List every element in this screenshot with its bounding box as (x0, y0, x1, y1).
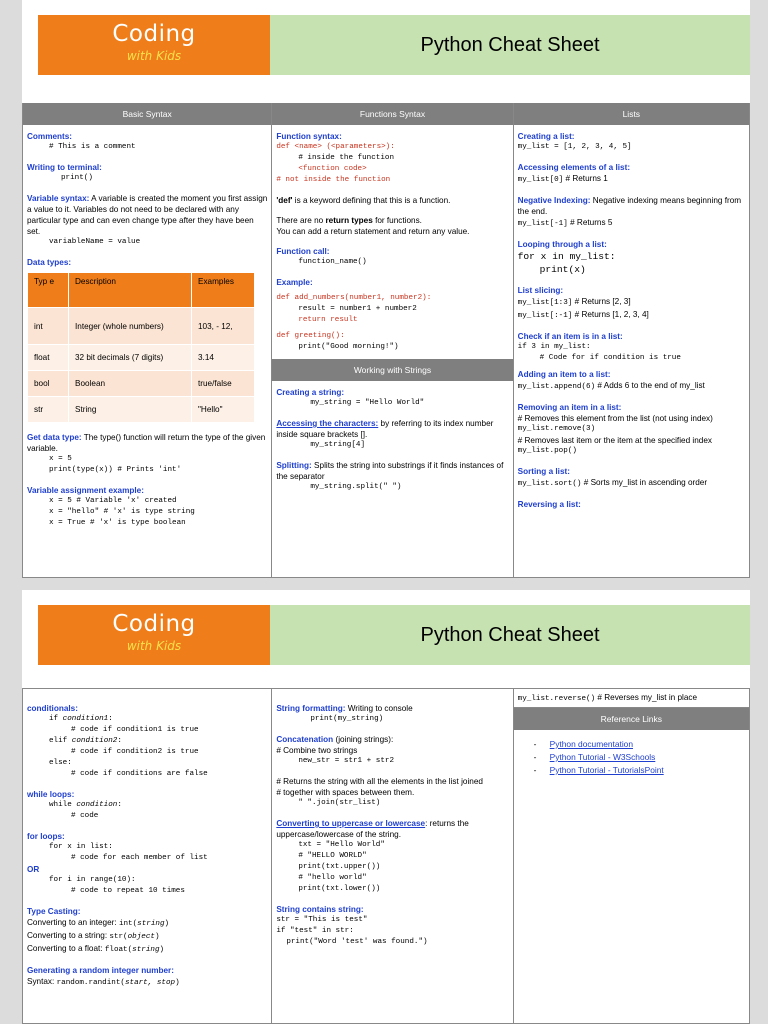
slice-note-2: # Returns [1, 2, 3, 4] (574, 310, 649, 319)
code-variable: variableName = value (49, 238, 141, 246)
code-not-inside-comment: # not inside the function (276, 176, 391, 184)
table-row (28, 345, 255, 371)
heading-creating-string: Creating a string: (276, 388, 345, 397)
table-cell: String (69, 397, 192, 423)
reverse-line (514, 689, 749, 707)
code-condition2: condition2 (71, 737, 118, 745)
code-for-in-list: for x in list: (49, 843, 113, 851)
heading-while-loops: while loops: (27, 790, 75, 799)
code-x-equals-5: x = 5 (49, 455, 72, 463)
code-append: my_list.append(6) (517, 383, 596, 391)
return-types-paragraph (276, 215, 508, 226)
cast-str-text: Converting to a string: (27, 931, 110, 940)
section-band-functions-syntax: Functions Syntax (272, 103, 512, 125)
code-print-upper: print(txt.upper()) (298, 863, 381, 871)
random-syntax-text: Syntax: (27, 977, 57, 986)
splitting-text: Splits the string into substrings if it finds instances of the separator (276, 461, 504, 481)
code-upper-comment: # "HELLO WORLD" (298, 852, 367, 860)
code-print-lower: print(txt.lower()) (298, 885, 381, 893)
code-def-line: def <name> (<parameters>): (276, 143, 395, 151)
code-split: my_string.split(" ") (310, 483, 402, 491)
code-if-test-in-str: if "test" in str: (276, 927, 354, 935)
def-keyword-text: is a keyword defining that this is a function. (292, 196, 451, 205)
coding-with-kids-logo (38, 605, 270, 665)
heading-string-formatting: String formatting: (276, 704, 346, 713)
code-remove: my_list.remove(3) (517, 425, 596, 433)
table-cell: 32 bit decimals (7 digits) (69, 345, 192, 371)
link-w3schools[interactable]: Python Tutorial - W3Schools (549, 752, 656, 762)
code-if-keyword: if (49, 715, 63, 723)
case-conversion-paragraph (276, 818, 508, 840)
section-band-reference-links: Reference Links (514, 707, 749, 730)
code-txt-assign: txt = "Hello World" (298, 841, 385, 849)
code-elif-keyword: elif (49, 737, 72, 745)
heading-function-call: Function call: (276, 247, 330, 256)
heading-check-item: Check if an item is in a list: (517, 332, 623, 341)
table-row (28, 397, 255, 423)
heading-accessing-chars: Accessing the characters: (276, 419, 379, 428)
heading-get-data-type: Get data type: (27, 433, 82, 442)
code-str-cast: str(object) (109, 933, 160, 941)
case-conversion-text: : returns the uppercase/lowercase of the string. (276, 819, 469, 839)
code-repeat-comment: # code to repeat 10 times (71, 887, 185, 895)
control-flow-column (23, 689, 272, 1023)
code-print-found: print("Word 'test' was found.") (286, 938, 428, 946)
slice-line-1 (518, 296, 745, 309)
code-for-each-comment: # code for each member of list (71, 854, 208, 862)
remove-note-1: # Removes this element from the list (not using index) (517, 414, 713, 423)
heading-writing-terminal: Writing to terminal: (27, 163, 102, 172)
code-print: print() (61, 174, 93, 182)
return-statement-text: You can add a return statement and return any value. (276, 227, 470, 236)
coding-with-kids-logo (38, 15, 270, 75)
get-data-type-text: The type() function will return the type of the given variable. (27, 433, 266, 453)
code-else: else: (49, 759, 72, 767)
code-while-body: # code (71, 812, 99, 820)
logo-text-with-kids: with Kids (126, 639, 182, 653)
page-title: Python Cheat Sheet (270, 605, 750, 665)
code-print-type: print(type(x)) # Prints 'int' (49, 466, 182, 474)
code-pop: my_list.pop() (517, 447, 577, 455)
functions-column (272, 103, 513, 577)
cheat-sheet-page-1 (22, 0, 750, 578)
heading-creating-list: Creating a list: (517, 132, 575, 141)
table-row (28, 308, 255, 345)
accessing-chars-text: by referring to its index number inside square brackets []. (276, 419, 494, 439)
table-header-description: Description (69, 273, 192, 308)
table-cell: true/false (192, 371, 255, 397)
heading-splitting: Splitting: (276, 461, 312, 470)
code-while: while condition: (49, 801, 122, 809)
code-sort: my_list.sort() (517, 480, 582, 488)
code-if-in-list: if 3 in my_list: (517, 343, 591, 351)
table-row (28, 371, 255, 397)
random-syntax-line (27, 976, 267, 989)
code-inside-comment: # inside the function (298, 154, 395, 162)
table-cell: float (28, 345, 69, 371)
concatenation-paragraph (276, 734, 508, 745)
variable-syntax-paragraph (27, 193, 267, 237)
cast-int-line (27, 917, 267, 930)
link-tutorialspoint[interactable]: Python Tutorial - TutorialsPoint (549, 765, 664, 775)
code-randint-fn: random.randint( (56, 979, 125, 987)
code-list-index: my_list[0] (517, 176, 564, 184)
code-my-string: my_string = "Hello World" (310, 399, 425, 407)
code-lower-comment: # "hello world" (298, 874, 367, 882)
code-float-arg: string (132, 946, 160, 954)
cast-float-text: Converting to a float: (27, 944, 105, 953)
cast-str-line (27, 930, 267, 943)
data-types-table (27, 272, 255, 423)
heading-example: Example: (276, 278, 313, 287)
content-columns (22, 103, 750, 578)
cast-float-line (27, 943, 267, 956)
code-condition1: condition1 (62, 715, 109, 723)
heading-variable-syntax: Variable syntax: (27, 194, 90, 203)
code-float-cast: float(string) (104, 946, 165, 954)
join-note-2: # together with spaces between them. (276, 788, 415, 797)
code-return-result: return result (298, 316, 358, 324)
table-header-row (28, 273, 255, 308)
code-assign-int: x = 5 # Variable 'x' created (49, 497, 177, 505)
heading-removing-item: Removing an item in a list: (517, 403, 622, 412)
code-randint-args: start, stop (124, 979, 176, 987)
code-create-list: my_list = [1, 2, 3, 4, 5] (517, 143, 632, 151)
code-int-fn: int( (118, 920, 138, 928)
code-str-arg: object (127, 933, 155, 941)
logo-text-with-kids: with Kids (126, 49, 182, 63)
append-note: # Adds 6 to the end of my_list (597, 381, 705, 390)
return-types-text-pre: There are no (276, 216, 326, 225)
section-band-strings: Working with Strings (272, 359, 512, 381)
code-def-greeting: def greeting(): (276, 332, 345, 340)
section-band-basic-syntax: Basic Syntax (23, 103, 271, 125)
concatenation-text: (joining strings): (333, 735, 394, 744)
heading-looping-list: Looping through a list: (517, 240, 607, 249)
heading-negative-indexing: Negative Indexing: (517, 196, 591, 205)
heading-accessing-list: Accessing elements of a list: (517, 163, 631, 172)
return-types-bold: return types (325, 216, 373, 225)
code-concat: new_str = str1 + str2 (298, 757, 395, 765)
heading-function-syntax: Function syntax: (276, 132, 342, 141)
code-print-my-string: print(my_string) (310, 715, 384, 723)
append-line (518, 380, 745, 393)
code-assign-string: x = "hello" # 'x' is type string (49, 508, 195, 516)
table-header-examples: Examples (192, 273, 255, 308)
table-header-type: Typ e (28, 273, 69, 308)
heading-variable-assignment: Variable assignment example: (27, 486, 144, 495)
section-band-lists: Lists (514, 103, 749, 125)
page-header (38, 605, 750, 665)
heading-type-casting: Type Casting: (27, 907, 81, 916)
code-else-comment: # code if conditions are false (71, 770, 208, 778)
access-list-line (518, 173, 745, 186)
code-elif: elif condition2: (49, 737, 122, 745)
concat-note: # Combine two strings (276, 746, 358, 755)
heading-case-conversion: Converting to uppercase or lowercase (276, 819, 426, 828)
string-formatting-text: Writing to console (345, 704, 413, 713)
code-function-call: function_name() (298, 258, 367, 266)
code-str-fn: str( (109, 933, 128, 941)
heading-for-loops: for loops: (27, 832, 65, 841)
slice-note-1: # Returns [2, 3] (574, 297, 631, 306)
return-types-text-post: for functions. (372, 216, 422, 225)
accessing-chars-paragraph (276, 418, 508, 440)
variable-syntax-text: A variable is created the moment you first assign a value to it. Variables do not need to be declared with any particular type and can even change type after they have been set. (27, 194, 268, 236)
remove-note-2: # Removes last item or the item at the specified index (517, 436, 712, 445)
code-print-x: print(x) (539, 264, 586, 275)
or-label: OR (27, 865, 40, 874)
heading-data-types: Data types: (27, 258, 72, 267)
code-if: if condition1: (49, 715, 113, 723)
table-cell: str (28, 397, 69, 423)
heading-string-contains: String contains string: (276, 905, 364, 914)
code-function-code: <function code> (298, 165, 367, 173)
code-if-comment: # code if condition1 is true (71, 726, 199, 734)
lists-column (514, 103, 749, 577)
string-formatting-paragraph (276, 703, 508, 714)
code-assign-bool: x = True # 'x' is type boolean (49, 519, 186, 527)
table-cell: 3.14 (192, 345, 255, 371)
table-cell: Integer (whole numbers) (69, 308, 192, 345)
heading-comments: Comments: (27, 132, 73, 141)
def-keyword-paragraph (276, 195, 508, 206)
code-join: " ".join(str_list) (298, 799, 381, 807)
logo-text-coding: Coding (112, 611, 196, 637)
code-print-good-morning: print("Good morning!") (298, 343, 399, 351)
code-reverse: my_list.reverse() (517, 695, 596, 703)
page-header (38, 15, 750, 75)
code-negative-index: my_list[-1] (517, 220, 568, 228)
sort-line (518, 477, 745, 490)
list-item (534, 738, 749, 751)
table-cell: 103, - 12, (192, 308, 255, 345)
heading-random-integer: Generating a random integer number: (27, 966, 174, 975)
strings-column (272, 689, 513, 1023)
table-cell: int (28, 308, 69, 345)
code-def-add-numbers: def add_numbers(number1, number2): (276, 294, 432, 302)
slice-line-2 (518, 309, 745, 322)
sort-note: # Sorts my_list in ascending order (583, 478, 708, 487)
heading-conditionals: conditionals: (27, 704, 78, 713)
code-string-index: my_string[4] (310, 441, 365, 449)
table-cell: "Hello" (192, 397, 255, 423)
code-for-loop: for x in my_list: (517, 251, 616, 262)
code-slice-1: my_list[1:3] (517, 299, 573, 307)
links-column (514, 689, 749, 1023)
heading-list-slicing: List slicing: (517, 286, 564, 295)
get-data-type-paragraph (27, 432, 267, 454)
code-slice-2: my_list[:-1] (517, 312, 573, 320)
reference-links-list (514, 738, 749, 777)
code-randint: random.randint(start, stop) (56, 979, 180, 987)
list-item (534, 751, 749, 764)
cheat-sheet-page-2 (22, 590, 750, 1024)
logo-text-coding: Coding (112, 21, 196, 47)
cast-int-text: Converting to an integer: (27, 918, 119, 927)
link-python-documentation[interactable]: Python documentation (549, 739, 633, 749)
table-cell: Boolean (69, 371, 192, 397)
code-elif-comment: # code if condition2 is true (71, 748, 199, 756)
heading-sorting-list: Sorting a list: (517, 467, 570, 476)
code-for-range: for i in range(10): (49, 876, 136, 884)
heading-adding-item: Adding an item to a list: (517, 370, 611, 379)
code-int-cast: int(string) (118, 920, 170, 928)
heading-concatenation: Concatenation (276, 735, 334, 744)
def-keyword: 'def' (276, 196, 293, 205)
join-note-1: # Returns the string with all the elements in the list joined (276, 777, 483, 786)
code-int-arg: string (137, 920, 165, 928)
code-comment: # This is a comment (49, 143, 136, 151)
access-list-note: # Returns 1 (565, 174, 608, 183)
heading-reversing-list: Reversing a list: (517, 500, 581, 509)
code-while-condition: condition (76, 801, 118, 809)
code-while-keyword: while (49, 801, 77, 809)
code-result-assign: result = number1 + number2 (298, 305, 417, 313)
negative-indexing-text: Negative indexing means beginning from the end. (517, 196, 742, 216)
list-item (534, 764, 749, 777)
content-columns (22, 688, 750, 1024)
negative-index-note: # Returns 5 (570, 218, 613, 227)
reverse-note: # Reverses my_list in place (597, 693, 698, 702)
basic-syntax-column (23, 103, 272, 577)
negative-indexing-paragraph (518, 195, 745, 217)
code-condition-true: # Code for if condition is true (539, 354, 681, 362)
negative-index-line (518, 217, 745, 230)
table-cell: bool (28, 371, 69, 397)
page-title: Python Cheat Sheet (270, 15, 750, 75)
splitting-paragraph (276, 460, 508, 482)
code-float-fn: float( (104, 946, 133, 954)
code-str-assign: str = "This is test" (276, 916, 368, 924)
